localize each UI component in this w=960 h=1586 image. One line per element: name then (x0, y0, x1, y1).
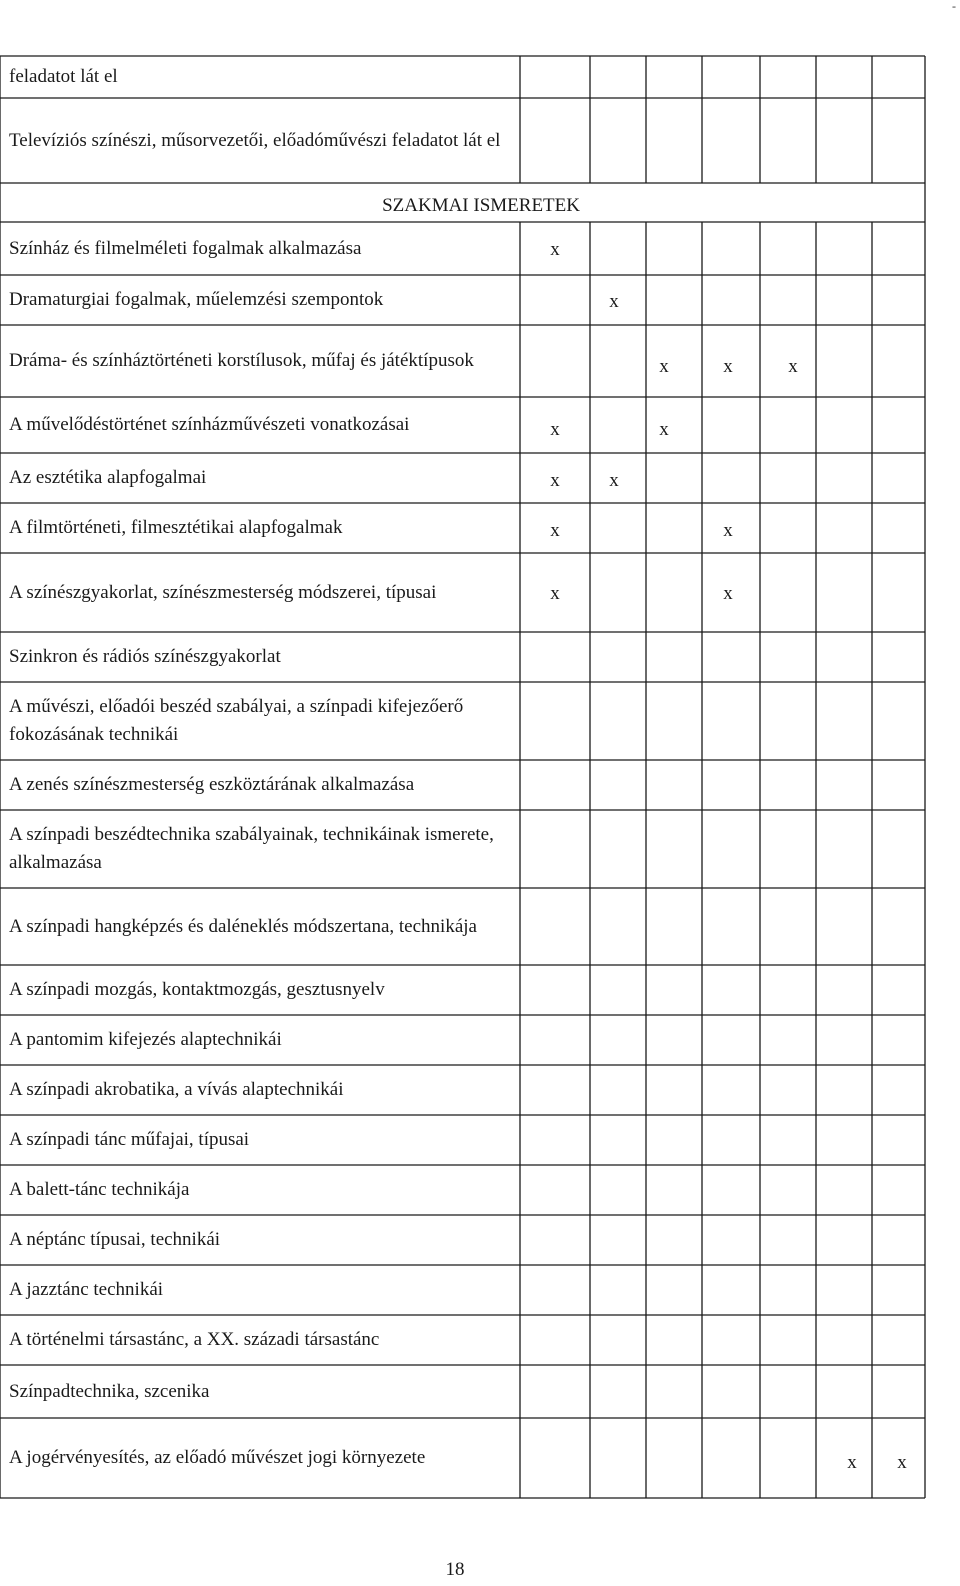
row-label (9, 810, 514, 888)
row-label (9, 1165, 514, 1215)
row-label (9, 1015, 514, 1065)
column-mark: x (609, 291, 619, 312)
column-mark: x (723, 583, 733, 604)
row-label (9, 965, 514, 1015)
row-label-text: A színpadi tánc műfajai, típusai (9, 1129, 250, 1150)
column-mark: x (550, 470, 560, 491)
column-mark: x (723, 356, 733, 377)
row-label (9, 632, 514, 682)
row-label (9, 325, 514, 397)
row-label (9, 682, 514, 760)
row-label-text: A jogérvényesítés, az előadó művészet jogi környezete (9, 1447, 426, 1468)
row-label (9, 503, 514, 553)
row-label-text: Dramaturgiai fogalmak, műelemzési szempontok (9, 289, 384, 310)
row-label-text: A színészgyakorlat, színészmesterség módszerei, típusai (9, 581, 437, 603)
row-label (9, 1265, 514, 1315)
row-label (9, 1065, 514, 1115)
row-label-text: A művészi, előadói beszéd szabályai, a színpadi kifejezőerő fokozásának technikái (9, 696, 464, 745)
row-label-text: A jazztánc technikái (9, 1279, 164, 1300)
row-label-text: Dráma- és színháztörténeti korstílusok, műfaj és játéktípusok (9, 350, 474, 371)
row-label-text: A színpadi mozgás, kontaktmozgás, gesztusnyelv (9, 979, 385, 1000)
row-label (9, 553, 514, 632)
column-mark: x (550, 520, 560, 541)
row-label (9, 222, 514, 275)
row-label (9, 56, 514, 98)
column-mark: x (847, 1452, 857, 1473)
column-mark: x (723, 520, 733, 541)
column-mark: x (550, 419, 560, 440)
row-label-text: Szinkron és rádiós színészgyakorlat (9, 646, 281, 667)
row-label (9, 453, 514, 503)
row-label-text: A művelődéstörténet színházművészeti vonatkozásai (9, 414, 410, 435)
row-label-text: Az esztétika alapfogalmai (9, 467, 207, 488)
row-label-text: Színház és filmelméleti fogalmak alkalmazása (9, 237, 362, 259)
row-label-text: A pantomim kifejezés alaptechnikái (9, 1029, 282, 1050)
row-label (9, 1365, 514, 1418)
row-label-text: feladatot lát el (9, 66, 118, 87)
row-label (9, 1115, 514, 1165)
column-mark: x (550, 583, 560, 604)
row-label (9, 1418, 514, 1498)
row-label (9, 1215, 514, 1265)
row-label (9, 98, 514, 183)
row-label-text: Televíziós színészi, műsorvezetői, előadóművészi feladatot lát el (9, 129, 501, 151)
row-label-text: A filmtörténeti, filmesztétikai alapfogalmak (9, 517, 343, 538)
column-mark: x (897, 1452, 907, 1473)
row-label-text: A színpadi akrobatika, a vívás alaptechnikái (9, 1079, 344, 1100)
row-label (9, 275, 514, 325)
row-label-text: A balett-tánc technikája (9, 1179, 190, 1200)
row-label-text: A színpadi hangképzés és daléneklés módszertana, technikája (9, 915, 477, 937)
row-label-text: A színpadi beszédtechnika szabályainak, technikáinak ismerete, alkalmazása (9, 824, 494, 873)
page-corner-mark: - (952, 0, 956, 13)
page-number: 18 (445, 1559, 465, 1580)
row-label (9, 1315, 514, 1365)
row-label-text: A zenés színészmesterség eszköztárának alkalmazása (9, 774, 415, 795)
column-mark: x (659, 356, 669, 377)
row-label-text: A néptánc típusai, technikái (9, 1229, 221, 1250)
row-label-text: Színpadtechnika, szcenika (9, 1380, 210, 1402)
row-label (9, 397, 514, 453)
row-label-text: A történelmi társastánc, a XX. századi társastánc (9, 1329, 380, 1350)
row-label (9, 888, 514, 965)
section-header: SZAKMAI ISMERETEK (382, 195, 580, 216)
column-mark: x (609, 470, 619, 491)
row-label (9, 760, 514, 810)
column-mark: x (659, 419, 669, 440)
column-mark: x (788, 356, 798, 377)
column-mark: x (550, 239, 560, 260)
